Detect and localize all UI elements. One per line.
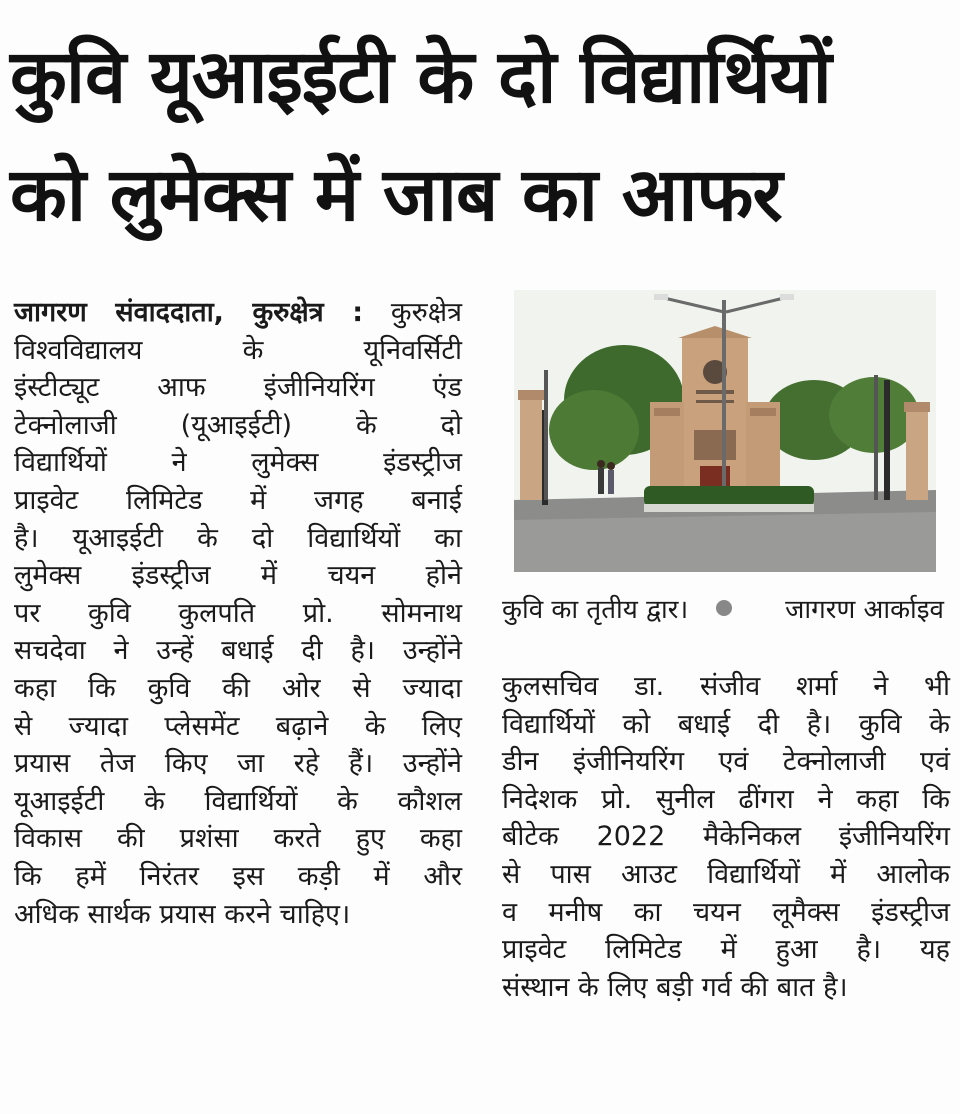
article-line: विकास की प्रशंसा करते हुए कहा	[14, 823, 462, 855]
photo-credit: जागरण आर्काइव	[785, 595, 944, 625]
article-line: डीन इंजीनियरिंग एवं टेक्नोलाजी एवं	[502, 746, 950, 778]
article-line: लुमेक्स इंडस्ट्रीज में चयन होने	[14, 560, 462, 592]
article-line: कि हमें निरंतर इस कड़ी में और	[14, 860, 462, 892]
byline: जागरण संवाददाता, कुरुक्षेत्र :	[14, 297, 364, 328]
article-line: कुरुक्षेत्र	[390, 297, 462, 328]
article-line: विद्यार्थियों को बधाई दी है। कुवि के	[502, 708, 950, 740]
article-line: कुलसचिव डा. संजीव शर्मा ने भी	[502, 671, 950, 702]
left-column-body	[14, 294, 462, 933]
article-line: व मनीष का चयन लूमैक्स इंडस्ट्रीज	[502, 896, 950, 928]
article-line: प्राइवेट लिमिटेड में जगह बनाई	[14, 484, 462, 516]
article-line: इंस्टीट्यूट आफ इंजीनियरिंग एंड	[14, 372, 462, 404]
article-line: विद्यार्थियों ने लुमेक्स इंडस्ट्रीज	[14, 447, 462, 479]
article-line-last: संस्थान के लिए बड़ी गर्व की बात है।	[502, 971, 848, 1003]
article-line: सचदेवा ने उन्हें बधाई दी है। उन्होंने	[14, 635, 462, 667]
bullet-dot-icon	[716, 600, 732, 616]
university-gate-photo	[514, 290, 936, 572]
article-line: है। यूआइईटी के दो विद्यार्थियों का	[14, 522, 462, 554]
article-line: से ज्यादा प्लेसमेंट बढ़ाने के लिए	[14, 710, 462, 742]
article-line: बीटेक 2022 मैकेनिकल इंजीनियरिंग	[502, 821, 950, 853]
article-line: टेक्नोलाजी (यूआइईटी) के दो	[14, 409, 462, 441]
photo-caption	[502, 590, 950, 630]
headline-line-1: कुवि यूआइईटी के दो विद्यार्थियों	[10, 34, 831, 120]
article-line: विश्वविद्यालय के यूनिवर्सिटी	[14, 334, 462, 366]
article-line: कहा कि कुवि की ओर से ज्यादा	[14, 672, 462, 704]
caption-text: कुवि का तृतीय द्वार।	[502, 595, 689, 625]
article-line: प्रयास तेज किए जा रहे हैं। उन्होंने	[14, 748, 462, 780]
headline-line-2: को लुमेक्स में जाब का आफर	[10, 152, 782, 238]
article-line-first	[14, 294, 462, 332]
article-line: प्राइवेट लिमिटेड में हुआ है। यह	[502, 934, 950, 966]
article-line: यूआइईटी के विद्यार्थियों के कौशल	[14, 785, 462, 817]
article-line: निदेशक प्रो. सुनील ढींगरा ने कहा कि	[502, 783, 950, 815]
article-line: पर कुवि कुलपति प्रो. सोमनाथ	[14, 597, 462, 629]
right-column-body	[502, 668, 950, 1006]
article-line: से पास आउट विद्यार्थियों में आलोक	[502, 858, 950, 890]
article-line-last: अधिक सार्थक प्रयास करने चाहिए।	[14, 898, 351, 930]
